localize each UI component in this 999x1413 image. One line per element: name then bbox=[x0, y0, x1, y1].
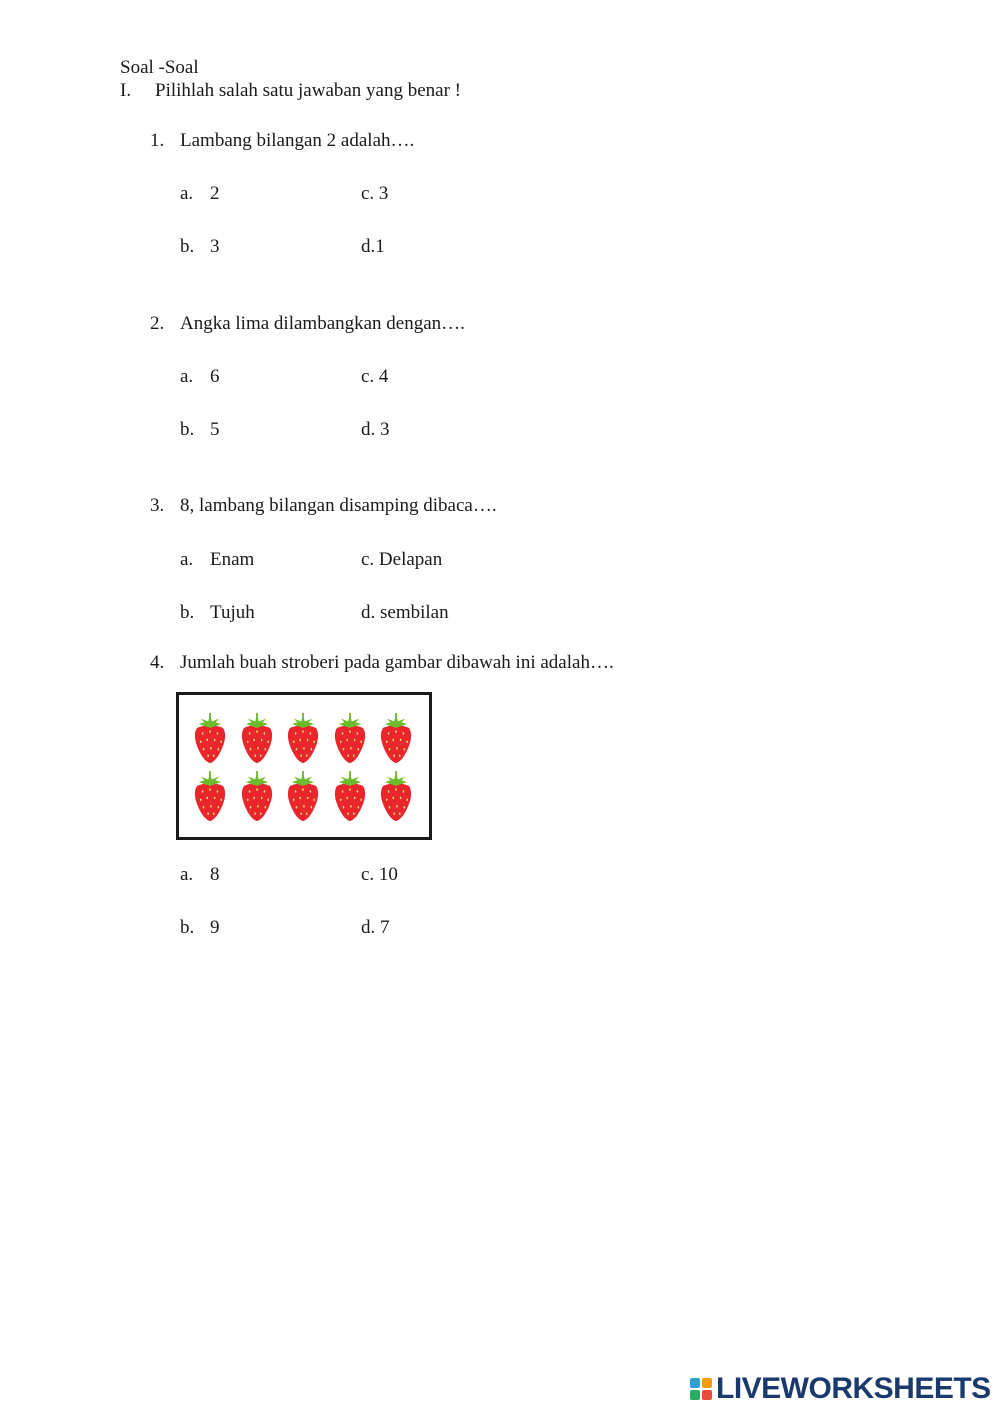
option-b-letter: b. bbox=[180, 236, 195, 257]
option-b-letter: b. bbox=[180, 917, 195, 938]
logo-blocks-icon bbox=[690, 1378, 712, 1400]
option-b-letter: b. bbox=[180, 419, 195, 440]
strawberry-picture bbox=[176, 692, 432, 840]
strawberry-icon bbox=[284, 771, 322, 823]
strawberry-icon bbox=[191, 771, 229, 823]
strawberry-icon bbox=[284, 713, 322, 765]
option-c[interactable]: c. 10 bbox=[361, 864, 398, 885]
option-c[interactable]: c. Delapan bbox=[361, 549, 443, 570]
question-text: Angka lima dilambangkan dengan…. bbox=[180, 313, 465, 334]
option-a-value[interactable]: 2 bbox=[210, 183, 220, 204]
logo-text: LIVEWORKSHEETS bbox=[716, 1372, 991, 1405]
option-d[interactable]: d.1 bbox=[361, 236, 385, 257]
section-number: I. bbox=[120, 80, 132, 101]
option-b-value[interactable]: 5 bbox=[210, 419, 220, 440]
strawberry-icon bbox=[238, 771, 276, 823]
option-a-letter: a. bbox=[180, 366, 194, 387]
question-number: 4. bbox=[150, 652, 165, 673]
question-text: Jumlah buah stroberi pada gambar dibawah ini adalah…. bbox=[180, 652, 614, 673]
option-b-value[interactable]: 3 bbox=[210, 236, 220, 257]
option-a-letter: a. bbox=[180, 549, 194, 570]
option-d[interactable]: d. 3 bbox=[361, 419, 390, 440]
page-title: Soal -Soal bbox=[120, 57, 199, 78]
option-a-value[interactable]: 6 bbox=[210, 366, 220, 387]
option-b-letter: b. bbox=[180, 602, 195, 623]
question-number: 2. bbox=[150, 313, 165, 334]
option-c[interactable]: c. 3 bbox=[361, 183, 389, 204]
option-a-value[interactable]: Enam bbox=[210, 549, 255, 570]
option-a-letter: a. bbox=[180, 864, 194, 885]
strawberry-icon bbox=[377, 713, 415, 765]
option-a-letter: a. bbox=[180, 183, 194, 204]
strawberry-icon bbox=[331, 713, 369, 765]
option-c[interactable]: c. 4 bbox=[361, 366, 389, 387]
strawberry-icon bbox=[377, 771, 415, 823]
strawberry-icon bbox=[331, 771, 369, 823]
option-b-value[interactable]: Tujuh bbox=[210, 602, 255, 623]
question-number: 1. bbox=[150, 130, 165, 151]
option-d[interactable]: d. sembilan bbox=[361, 602, 449, 623]
option-a-value[interactable]: 8 bbox=[210, 864, 220, 885]
strawberry-icon bbox=[238, 713, 276, 765]
question-text: Lambang bilangan 2 adalah…. bbox=[180, 130, 415, 151]
option-b-value[interactable]: 9 bbox=[210, 917, 220, 938]
strawberry-icon bbox=[191, 713, 229, 765]
question-number: 3. bbox=[150, 495, 165, 516]
section-instruction: Pilihlah salah satu jawaban yang benar ! bbox=[155, 80, 462, 101]
liveworksheets-logo[interactable] bbox=[690, 1374, 991, 1404]
question-text: 8, lambang bilangan disamping dibaca…. bbox=[180, 495, 497, 516]
option-d[interactable]: d. 7 bbox=[361, 917, 390, 938]
